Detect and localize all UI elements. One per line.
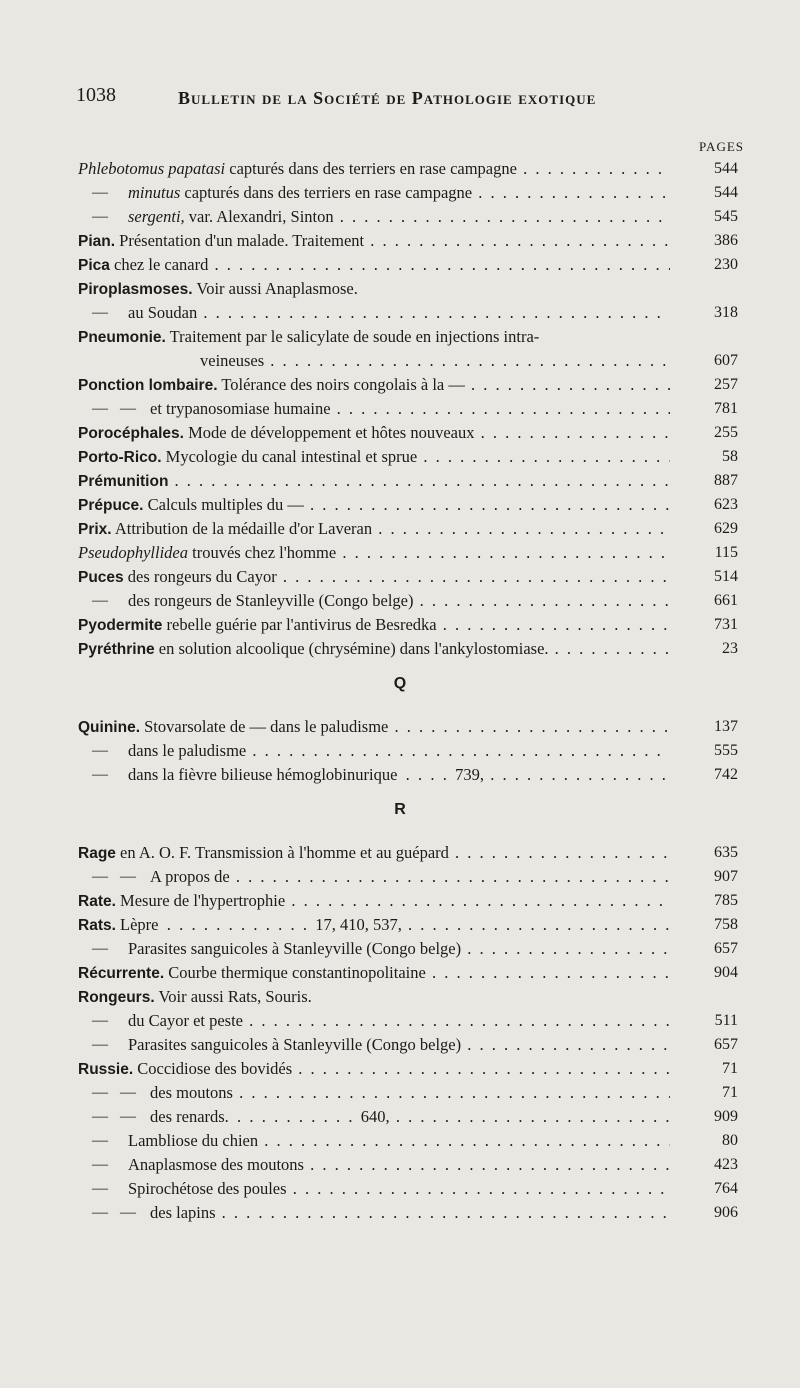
entry-description: du Cayor et peste [128,1011,244,1030]
ditto-dash: — [92,766,108,783]
page-reference: 887 [714,472,738,489]
entry-description: dans le paludisme [128,741,247,760]
entry-description: Lèpre . . . . . . . . . . . . 17, 410, 537, [115,915,402,934]
entry-text [78,889,670,913]
ditto-dash: — [92,592,108,609]
index-entry [0,181,800,205]
page-reference: 764 [714,1180,738,1197]
entry-keyword: Porto-Rico. [78,449,162,466]
page-reference: 657 [714,940,738,957]
entry-text [150,1081,670,1105]
entry-taxon: minutus [128,183,181,202]
entry-text [78,565,670,589]
index-entry [0,469,800,493]
page-reference: 657 [714,1036,738,1053]
index-entry [0,1033,800,1057]
entry-keyword: Rage [78,845,116,862]
page-header [0,84,800,114]
entry-keyword: Prépuce. [78,497,144,514]
page-reference: 80 [722,1132,738,1149]
ditto-dash: — — [92,400,136,417]
entry-description: et trypanosomiase humaine [150,399,331,418]
entry-description: Voir aussi Rats, Souris. [154,987,312,1006]
entry-keyword: Prix. [78,521,112,538]
entry-description: au Soudan [128,303,198,322]
index-entry [0,325,800,349]
entry-description: dans la fièvre bilieuse hémoglobinurique . . . . 739, [128,765,485,784]
entry-description: Parasites sanguicoles à Stanleyville (Congo belge) [128,1035,462,1054]
index-entry [0,985,800,1009]
ditto-dash: — — [92,1084,136,1101]
page-reference: 781 [714,400,738,417]
entry-text [128,301,670,325]
entry-text [128,205,670,229]
page-reference: 906 [714,1204,738,1221]
page-reference: 318 [714,304,738,321]
ditto-dash: — [92,304,108,321]
ditto-dash: — [92,208,108,225]
entry-text [128,763,670,787]
index-entry [0,157,800,181]
page-reference: 544 [714,184,738,201]
entry-keyword: Pneumonie. [78,329,166,346]
ditto-dash: — [92,940,108,957]
entry-text [78,1057,670,1081]
page-reference: 742 [714,766,738,783]
index-entry [0,1177,800,1201]
entry-text [78,913,670,937]
entry-text [78,493,670,517]
index-entry [0,421,800,445]
index-entry [0,889,800,913]
ditto-dash: — [92,184,108,201]
index-entry [0,589,800,613]
entry-keyword: Russie. [78,1061,134,1078]
entry-description: Voir aussi Anaplasmose. [192,279,358,298]
entry-text [78,841,670,865]
entry-description: Anaplasmose des moutons [128,1155,304,1174]
ditto-dash: — [92,1180,108,1197]
entry-keyword: Pian. [78,233,116,250]
entry-description: des lapins [150,1203,216,1222]
entry-text [128,1177,670,1201]
index-entry [0,937,800,961]
page-reference: 23 [722,640,738,657]
entry-text [128,1033,670,1057]
entry-description: veineuses [200,351,265,370]
ditto-dash: — [92,1132,108,1149]
index-entry [0,961,800,985]
entry-text [78,157,670,181]
index-entry [0,493,800,517]
entry-text [128,739,670,763]
entry-description: Lambliose du chien [128,1131,259,1150]
index-entry [0,1105,800,1129]
entry-keyword: Quinine. [78,719,140,736]
page-reference: 731 [714,616,738,633]
entry-description: Mycologie du canal intestinal et sprue [161,447,418,466]
entry-text [78,445,670,469]
entry-text [128,589,670,613]
page-reference: 115 [714,544,738,561]
page-number: 1038 [76,84,116,106]
entry-text [150,1105,670,1129]
index-entry [0,301,800,325]
page-reference: 907 [714,868,738,885]
index-entry [0,277,800,301]
page-reference: 909 [714,1108,738,1125]
page-reference: 555 [714,742,738,759]
entry-keyword: Récurrente. [78,965,165,982]
entry-description: capturés dans des terriers en rase campagne [225,159,517,178]
index-entry [0,841,800,865]
entry-text [128,181,670,205]
entry-description: Courbe thermique constantinopolitaine [164,963,426,982]
entry-text [78,421,670,445]
entry-keyword: Pica [78,257,110,274]
entry-keyword: Rats. [78,917,116,934]
entry-description: en A. O. F. Transmission à l'homme et au guépard [115,843,449,862]
page-reference: 661 [714,592,738,609]
page-reference: 386 [714,232,738,249]
entry-description: Coccidiose des bovidés [133,1059,293,1078]
entry-keyword: Piroplasmoses. [78,281,193,298]
page-reference: 257 [714,376,738,393]
ditto-dash: — — [92,868,136,885]
index-entry [0,541,800,565]
entry-text [78,961,670,985]
index-entry [0,763,800,787]
entry-text [78,715,670,739]
entry-keyword: Porocéphales. [78,425,184,442]
index-entry [0,1153,800,1177]
entry-description: Parasites sanguicoles à Stanleyville (Congo belge) [128,939,462,958]
index-entry [0,637,800,661]
index-entry [0,349,800,373]
pages-column-label: PAGES [699,139,744,154]
ditto-dash: — [92,742,108,759]
index-entry [0,1201,800,1225]
page-reference: 785 [714,892,738,909]
entry-description: Stovarsolate de — dans le paludisme [140,717,389,736]
entry-description: Spirochétose des poules [128,1179,287,1198]
ditto-dash: — — [92,1204,136,1221]
index-entry [0,913,800,937]
page-reference: 629 [714,520,738,537]
index-entry [0,1057,800,1081]
entry-description: Calculs multiples du — [143,495,304,514]
entry-description: var. Alexandri, Sinton [184,207,334,226]
entry-keyword: Pyodermite [78,617,163,634]
entry-text [78,373,670,397]
index-entry [0,1129,800,1153]
entry-description: A propos de [150,867,230,886]
entry-text [200,349,670,373]
entry-description: chez le canard [109,255,209,274]
index-entry [0,517,800,541]
entry-taxon: Phlebotomus papatasi [78,159,226,178]
entry-text [78,517,670,541]
entry-text [128,937,670,961]
page-reference: 58 [722,448,738,465]
page-reference: 230 [714,256,738,273]
index-entry [0,715,800,739]
page-reference: 545 [714,208,738,225]
entry-description: rebelle guérie par l'antivirus de Besredka [162,615,437,634]
index-entry [0,613,800,637]
ditto-dash: — [92,1012,108,1029]
entry-description: Mesure de l'hypertrophie [115,891,286,910]
entry-text [78,541,670,565]
entry-text [128,1153,670,1177]
page-reference: 544 [714,160,738,177]
page-reference: 71 [722,1084,738,1101]
entry-text [78,985,670,1009]
entry-keyword: Prémunition [78,473,169,490]
index-entry [0,865,800,889]
entry-text [128,1009,670,1033]
entry-text [78,325,670,349]
index-entry [0,253,800,277]
index-entry [0,373,800,397]
entry-taxon: Pseudophyllidea [78,543,188,562]
entry-keyword: Rongeurs. [78,989,155,1006]
index-entry [0,565,800,589]
page-reference: 623 [714,496,738,513]
index-entry [0,1009,800,1033]
section-letter-r: R [394,801,406,818]
index-entry [0,397,800,421]
index-entry [0,1081,800,1105]
page-reference: 607 [714,352,738,369]
entry-description: trouvés chez l'homme [187,543,337,562]
index-entry [0,739,800,763]
entry-description: Traitement par le salicylate de soude en injections intra- [165,327,540,346]
entry-description: des rongeurs du Cayor [123,567,277,586]
entry-text [78,469,670,493]
entry-text [150,397,670,421]
entry-text [78,613,670,637]
page-reference: 255 [714,424,738,441]
index-entry [0,205,800,229]
entry-text [150,865,670,889]
entry-description: Tolérance des noirs congolais à la — [217,375,465,394]
entry-keyword: Rate. [78,893,116,910]
running-title: Bulletin de la Société de Pathologie exotique [178,88,597,108]
entry-description: des moutons [150,1083,233,1102]
entry-description: capturés dans des terriers en rase campagne [180,183,473,202]
index-entry [0,229,800,253]
page-reference: 71 [722,1060,738,1077]
page-reference: 511 [714,1012,738,1029]
entry-text [128,1129,670,1153]
entry-text [78,277,670,301]
entry-text [150,1201,670,1225]
ditto-dash: — [92,1036,108,1053]
entry-description: des renards. . . . . . . . . . . 640, [150,1107,390,1126]
entry-keyword: Ponction lombaire. [78,377,218,394]
entry-text [78,253,670,277]
index-entry [0,445,800,469]
section-letter-q: Q [393,675,407,692]
entry-keyword: Puces [78,569,124,586]
page-reference: 758 [714,916,738,933]
ditto-dash: — [92,1156,108,1173]
entry-description: des rongeurs de Stanleyville (Congo belge) [128,591,414,610]
entry-description: Attribution de la médaille d'or Laveran [111,519,373,538]
entry-description: en solution alcoolique (chrysémine) dans l'ankylostomiase. [154,639,549,658]
page-reference: 137 [714,718,738,735]
entry-description: Mode de développement et hôtes nouveaux [183,423,475,442]
entry-taxon: sergenti, [128,207,185,226]
ditto-dash: — — [92,1108,136,1125]
entry-text [78,637,670,661]
page-reference: 904 [714,964,738,981]
page-reference: 514 [714,568,738,585]
entry-description: Présentation d'un malade. Traitement [115,231,365,250]
entry-keyword: Pyréthrine [78,641,155,658]
entry-text [78,229,670,253]
page-reference: 423 [714,1156,738,1173]
page-reference: 635 [714,844,738,861]
